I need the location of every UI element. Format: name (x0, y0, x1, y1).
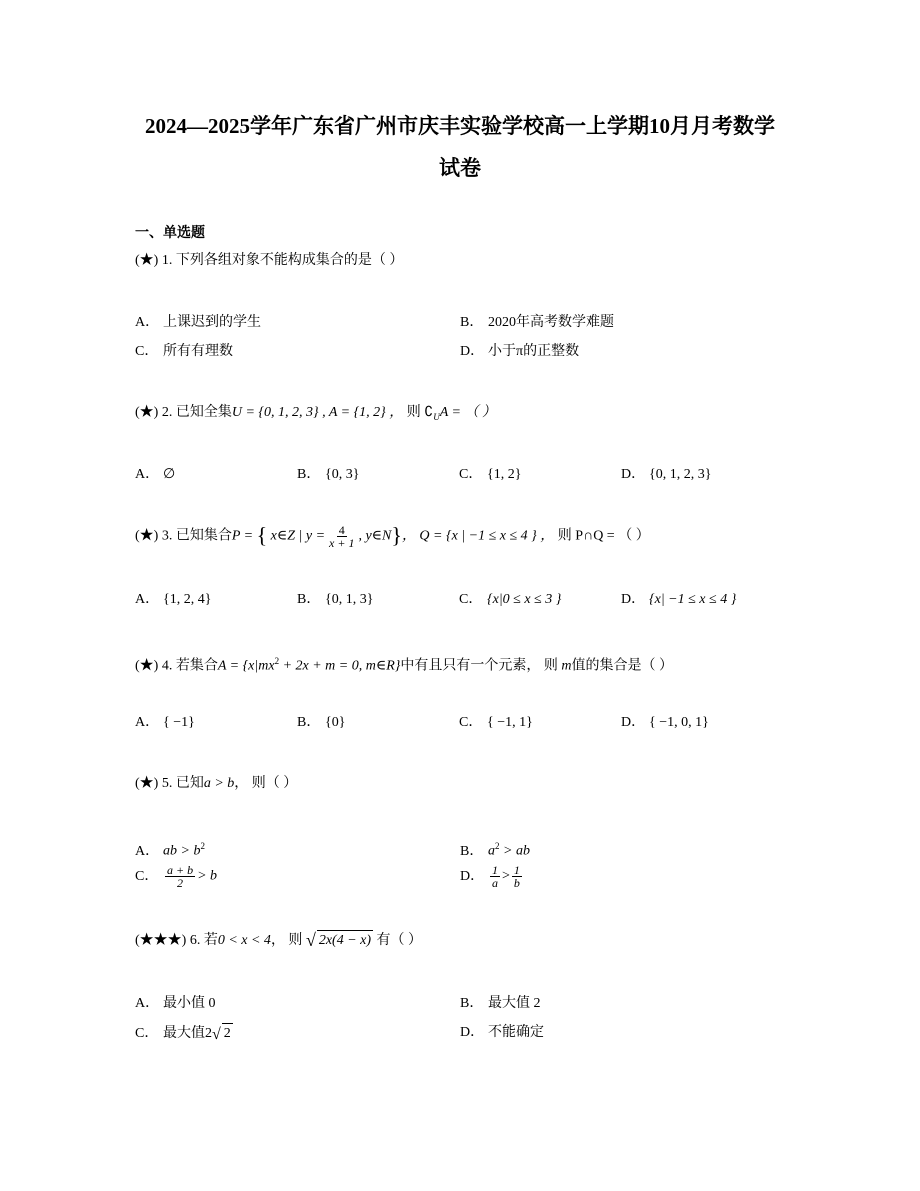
option-text: 不能确定 (488, 1025, 544, 1040)
option-text: { −1, 1} (487, 715, 533, 730)
option-text: ∅ (163, 467, 176, 482)
difficulty-stars: (★) (135, 528, 159, 544)
option-label: A． (135, 315, 160, 330)
question-text: 4. 若集合 (161, 658, 218, 674)
difficulty-stars: (★) (135, 658, 159, 674)
q4-option-c (459, 713, 533, 733)
option-label: B． (297, 715, 321, 730)
math-expression: , y∈N (358, 528, 392, 544)
superscript: 2 (495, 841, 500, 851)
fraction-denominator: a (492, 876, 498, 890)
option-text: {x|0 ≤ x ≤ 3 } (487, 592, 562, 607)
option-text: { −1} (163, 715, 195, 730)
q6-option-a (135, 994, 216, 1014)
option-text: ab > b (163, 843, 201, 859)
complement-symbol: ∁ (424, 405, 434, 420)
question-text: 值的集合是（ ） (571, 658, 673, 674)
square-root: 2 (222, 1023, 233, 1044)
option-text: a (488, 843, 495, 859)
q2-option-a (135, 465, 175, 485)
math-expression: x∈Z | y = (270, 528, 326, 544)
option-label: A． (135, 592, 160, 607)
question-text: 1. 下列各组对象不能构成集合的是（ ） (161, 253, 404, 268)
question-4-stem (135, 651, 673, 677)
difficulty-stars: (★★★) (135, 933, 187, 948)
option-label: C． (459, 467, 483, 482)
math-variable: m (561, 658, 572, 674)
option-text: 上课迟到的学生 (163, 315, 261, 330)
q5-option-a (135, 836, 205, 862)
question-text: ， 则 (270, 933, 303, 948)
page-title-line2: 试卷 (439, 156, 481, 180)
option-text: { −1, 0, 1} (649, 715, 709, 730)
option-text: > ab (499, 843, 530, 859)
question-text: 6. 若 (189, 933, 218, 948)
option-label: D． (621, 592, 646, 607)
option-label: B． (460, 843, 484, 859)
fraction-numerator: 1 (492, 863, 498, 877)
option-text: 2020年高考数学难题 (488, 315, 614, 330)
fraction-denominator: x + 1 (329, 536, 355, 550)
option-text: 小于π的正整数 (488, 344, 580, 359)
option-text: {0, 1, 2, 3} (649, 467, 712, 482)
option-label: C． (135, 868, 159, 884)
q1-option-c (135, 342, 233, 362)
page-title: 2024—2025学年广东省广州市庆丰实验学校高一上学期10月月考数学 (145, 114, 775, 138)
option-label: B． (460, 996, 484, 1011)
math-expression: U = {0, 1, 2, 3} , A = {1, 2} ， (231, 405, 404, 420)
q2-option-c (459, 465, 521, 485)
difficulty-stars: (★) (135, 253, 159, 268)
difficulty-stars: (★) (135, 405, 159, 420)
option-text: 2 (205, 1026, 212, 1041)
question-text: 则 P∩Q = （ ） (557, 528, 650, 544)
math-expression: A = （ ） (439, 405, 496, 420)
math-expression: 0 < x < 4 (217, 933, 271, 948)
q3-option-b (297, 590, 373, 610)
question-text: 则 (406, 405, 421, 420)
q2-option-b (297, 465, 359, 485)
option-text: 最大值 (163, 1026, 205, 1041)
math-expression: + 2x + m = 0, m∈R} (279, 658, 401, 674)
q1-option-b (460, 313, 614, 333)
q3-option-a (135, 590, 211, 610)
q4-option-d (621, 713, 709, 733)
option-text: > (502, 868, 510, 884)
q3-option-c (459, 590, 561, 610)
question-2-stem (135, 403, 496, 427)
q1-option-a (135, 313, 261, 333)
option-text: {1, 2} (487, 467, 522, 482)
q6-option-d (460, 1023, 544, 1043)
q1-option-d (460, 342, 579, 362)
superscript: 2 (274, 656, 280, 666)
option-label: D． (460, 1025, 485, 1040)
option-label: B． (460, 315, 484, 330)
option-text: > b (197, 868, 218, 884)
question-5-stem (135, 774, 297, 794)
math-expression: A = {x|mx (217, 658, 275, 674)
question-text: ， 则（ ） (234, 776, 298, 791)
q6-option-c: C． 最大值2√ 2 (135, 1023, 233, 1045)
fraction-numerator: 1 (513, 863, 520, 877)
fraction-numerator: a + b (167, 863, 194, 877)
option-text: {0, 1, 3} (325, 592, 374, 607)
option-text: {1, 2, 4} (163, 592, 212, 607)
q4-option-b (297, 713, 345, 733)
option-label: A． (135, 715, 160, 730)
difficulty-stars: (★) (135, 776, 159, 791)
option-label: A． (135, 996, 160, 1011)
section-heading: 一、单选题 (135, 226, 205, 241)
question-1-stem (135, 251, 403, 271)
superscript: 2 (200, 841, 205, 851)
option-text: {x| −1 ≤ x ≤ 4 } (649, 592, 737, 607)
fraction (490, 864, 500, 889)
option-label: D． (460, 344, 485, 359)
option-label: D． (460, 868, 485, 884)
option-label: C． (135, 344, 159, 359)
option-text: 最大值 2 (488, 996, 541, 1011)
question-text: 2. 已知全集 (161, 405, 232, 420)
fraction (512, 864, 522, 889)
q5-option-d (460, 864, 524, 889)
option-label: A． (135, 467, 160, 482)
question-text: 3. 已知集合 (161, 528, 232, 544)
option-text: {0, 3} (325, 467, 360, 482)
math-expression: ， Q = {x | −1 ≤ x ≤ 4 } ， (401, 528, 555, 544)
q3-option-d (621, 590, 736, 610)
question-3-stem: (★) 3. 已知集合P = { x∈Z | y = $\frac{4}{x + 1}$ , y∈N}， Q = {x | −1 ≤ x ≤ 4 } ， 则 P∩Q = （ ） (135, 522, 650, 550)
option-label: D． (621, 715, 646, 730)
option-text: {0} (325, 715, 346, 730)
fraction-denominator: b (513, 876, 520, 890)
option-text: 所有有理数 (163, 344, 233, 359)
fraction-numerator: 4 (338, 523, 345, 537)
square-root: 2x(4 − x) (317, 930, 373, 951)
q5-option-b (460, 836, 530, 862)
question-6-stem: (★★★) 6. 若0 < x < 4， 则 √ 2x(4 − x) 有（ ） (135, 930, 423, 950)
option-label: A． (135, 843, 160, 859)
subscript: U (433, 411, 440, 422)
q6-option-b (460, 994, 541, 1014)
option-label: C． (459, 715, 483, 730)
option-label: D． (621, 467, 646, 482)
math-expression: a > b (203, 776, 235, 791)
q2-option-d (621, 465, 711, 485)
option-text: 最小值 0 (163, 996, 216, 1011)
q4-option-a (135, 713, 195, 733)
fraction (327, 524, 356, 549)
option-label: B． (297, 592, 321, 607)
option-label: B． (297, 467, 321, 482)
question-text: 中有且只有一个元素， 则 (400, 658, 558, 674)
fraction (165, 864, 195, 889)
question-text: 5. 已知 (161, 776, 204, 791)
math-expression: P = (231, 528, 254, 544)
option-label: C． (459, 592, 483, 607)
q5-option-c (135, 864, 217, 889)
option-label: C． (135, 1026, 159, 1041)
fraction-denominator: 2 (177, 876, 184, 890)
question-text: 有（ ） (376, 933, 423, 948)
